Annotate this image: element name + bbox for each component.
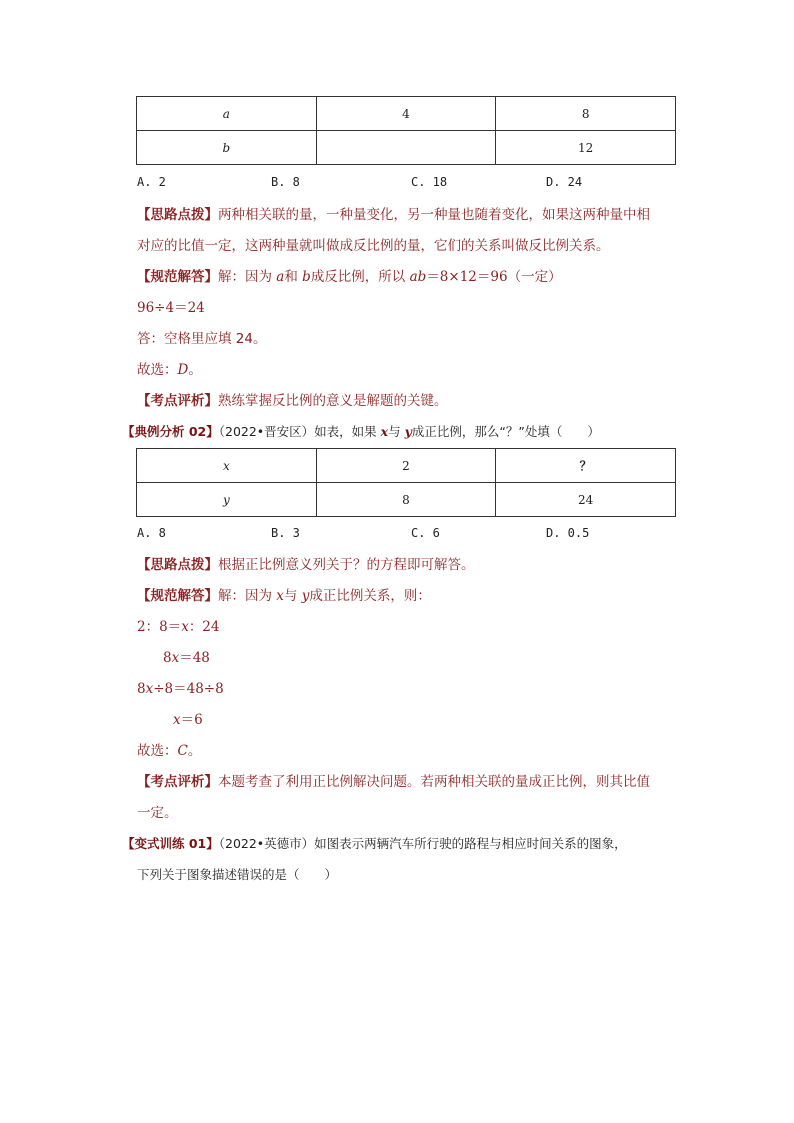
choice-value: D	[177, 362, 189, 378]
solution-text: 与	[283, 588, 302, 604]
choice-label: 故选：	[137, 362, 178, 378]
var-y: y	[404, 424, 412, 439]
solution-text: 和	[284, 269, 303, 285]
table-cell	[316, 131, 496, 165]
review-1	[137, 391, 448, 411]
review-text: 本题考查了利用正比例解决问题。若两种相关联的量成正比例，则其比值	[218, 774, 650, 790]
table-direct-proportion	[136, 448, 676, 517]
option-b: B. 3	[271, 526, 300, 540]
eq-part: ＝6	[180, 712, 203, 728]
solution-text: 解：因为	[218, 588, 277, 604]
table-cell: 24	[496, 483, 676, 517]
table-cell: 8	[316, 483, 496, 517]
table-inverse-proportion	[136, 96, 676, 165]
table-row	[137, 449, 676, 483]
solution-1-choice	[137, 360, 202, 380]
analysis-text: 两种相关联的量，一种量变化，另一种量也随着变化，如果这两种量中相	[218, 207, 650, 223]
table-cell: x	[137, 449, 317, 483]
solution-expr: ＝8×12＝96（一定）	[426, 269, 562, 285]
eq-part: ：24	[188, 619, 220, 635]
solution-1-step: 96÷4＝24	[137, 300, 205, 316]
eq-part: ÷8＝48÷8	[153, 681, 224, 697]
option-d: D. 24	[546, 175, 583, 189]
solution-text: 解：因为	[218, 269, 277, 285]
review-text: 熟练掌握反比例的意义是解题的关键。	[218, 393, 448, 409]
analysis-text: 根据正比例意义列关于？的方程即可解答。	[218, 557, 475, 573]
table-cell: 4	[316, 97, 496, 131]
section-tag: 【变式训练 01】	[122, 836, 219, 851]
table-cell: b	[137, 131, 317, 165]
section-tag: 【思路点拨】	[137, 557, 218, 573]
eq-part: ＝48	[179, 650, 210, 666]
equation-4	[173, 710, 203, 730]
analysis-1-line-2: 对应的比值一定，这两种量就叫做成反比例的量，它们的关系叫做反比例关系。	[137, 238, 610, 254]
review-2-line-2: 一定。	[137, 805, 178, 821]
section-tag: 【思路点拨】	[137, 207, 218, 223]
section-tag: 【考点评析】	[137, 774, 218, 790]
solution-2-line-1	[137, 586, 431, 606]
table-cell: a	[137, 97, 317, 131]
table-cell: ？	[496, 449, 676, 483]
option-a: A. 2	[137, 175, 166, 189]
solution-2-choice	[137, 741, 201, 761]
choice-label: 故选：	[137, 743, 178, 759]
choice-suffix: 。	[187, 743, 202, 759]
table-cell: 12	[496, 131, 676, 165]
equation-3	[137, 679, 224, 699]
table-row	[137, 97, 676, 131]
var-b: b	[302, 269, 311, 285]
example-text: 与	[388, 424, 405, 439]
variant-text: （2022•英德市）如图表示两辆汽车所行驶的路程与相应时间关系的图象，	[218, 836, 627, 851]
example-2-heading	[122, 422, 600, 442]
section-tag: 【考点评析】	[137, 393, 218, 409]
var-y: y	[301, 588, 310, 604]
eq-part: 8	[163, 650, 172, 666]
choice-suffix: 。	[188, 362, 202, 378]
solution-text: 成正比例关系，则：	[309, 588, 431, 604]
solution-text: 成反比例，所以	[310, 269, 410, 285]
option-b: B. 8	[271, 175, 300, 189]
var-x: x	[380, 424, 389, 439]
table-cell: y	[137, 483, 317, 517]
var-x: x	[171, 650, 180, 666]
choice-value: C	[177, 743, 188, 759]
table-cell: 8	[496, 97, 676, 131]
equation-1	[137, 617, 220, 637]
table-row	[137, 483, 676, 517]
variant-1-line-1	[122, 834, 627, 854]
option-c: C. 6	[411, 526, 440, 540]
var-x: x	[276, 588, 284, 604]
example-text: 成正比例，那么“？”处填（ ）	[411, 424, 600, 439]
variant-1-line-2: 下列关于图象描述错误的是（ ）	[137, 867, 338, 882]
var-x: x	[145, 681, 154, 697]
var-x: x	[173, 712, 181, 728]
eq-part: 8	[137, 681, 146, 697]
option-a: A. 8	[137, 526, 166, 540]
analysis-2	[137, 555, 475, 575]
analysis-1-line-1	[137, 205, 650, 225]
table-cell: 2	[316, 449, 496, 483]
table-row	[137, 131, 676, 165]
var-a: a	[276, 269, 285, 285]
review-2-line-1	[137, 772, 650, 792]
section-tag: 【规范解答】	[137, 269, 218, 285]
var-x: x	[181, 619, 189, 635]
example-text: （2022•晋安区）如表，如果	[218, 424, 381, 439]
section-tag: 【典例分析 02】	[122, 424, 219, 439]
section-tag: 【规范解答】	[137, 588, 218, 604]
option-d: D. 0.5	[546, 526, 590, 540]
eq-part: 2：8＝	[137, 619, 182, 635]
equation-2	[163, 648, 210, 668]
option-c: C. 18	[411, 175, 448, 189]
solution-1-line-1	[137, 267, 562, 287]
var-ab: ab	[409, 269, 427, 285]
solution-1-answer: 答：空格里应填 24。	[137, 331, 267, 347]
